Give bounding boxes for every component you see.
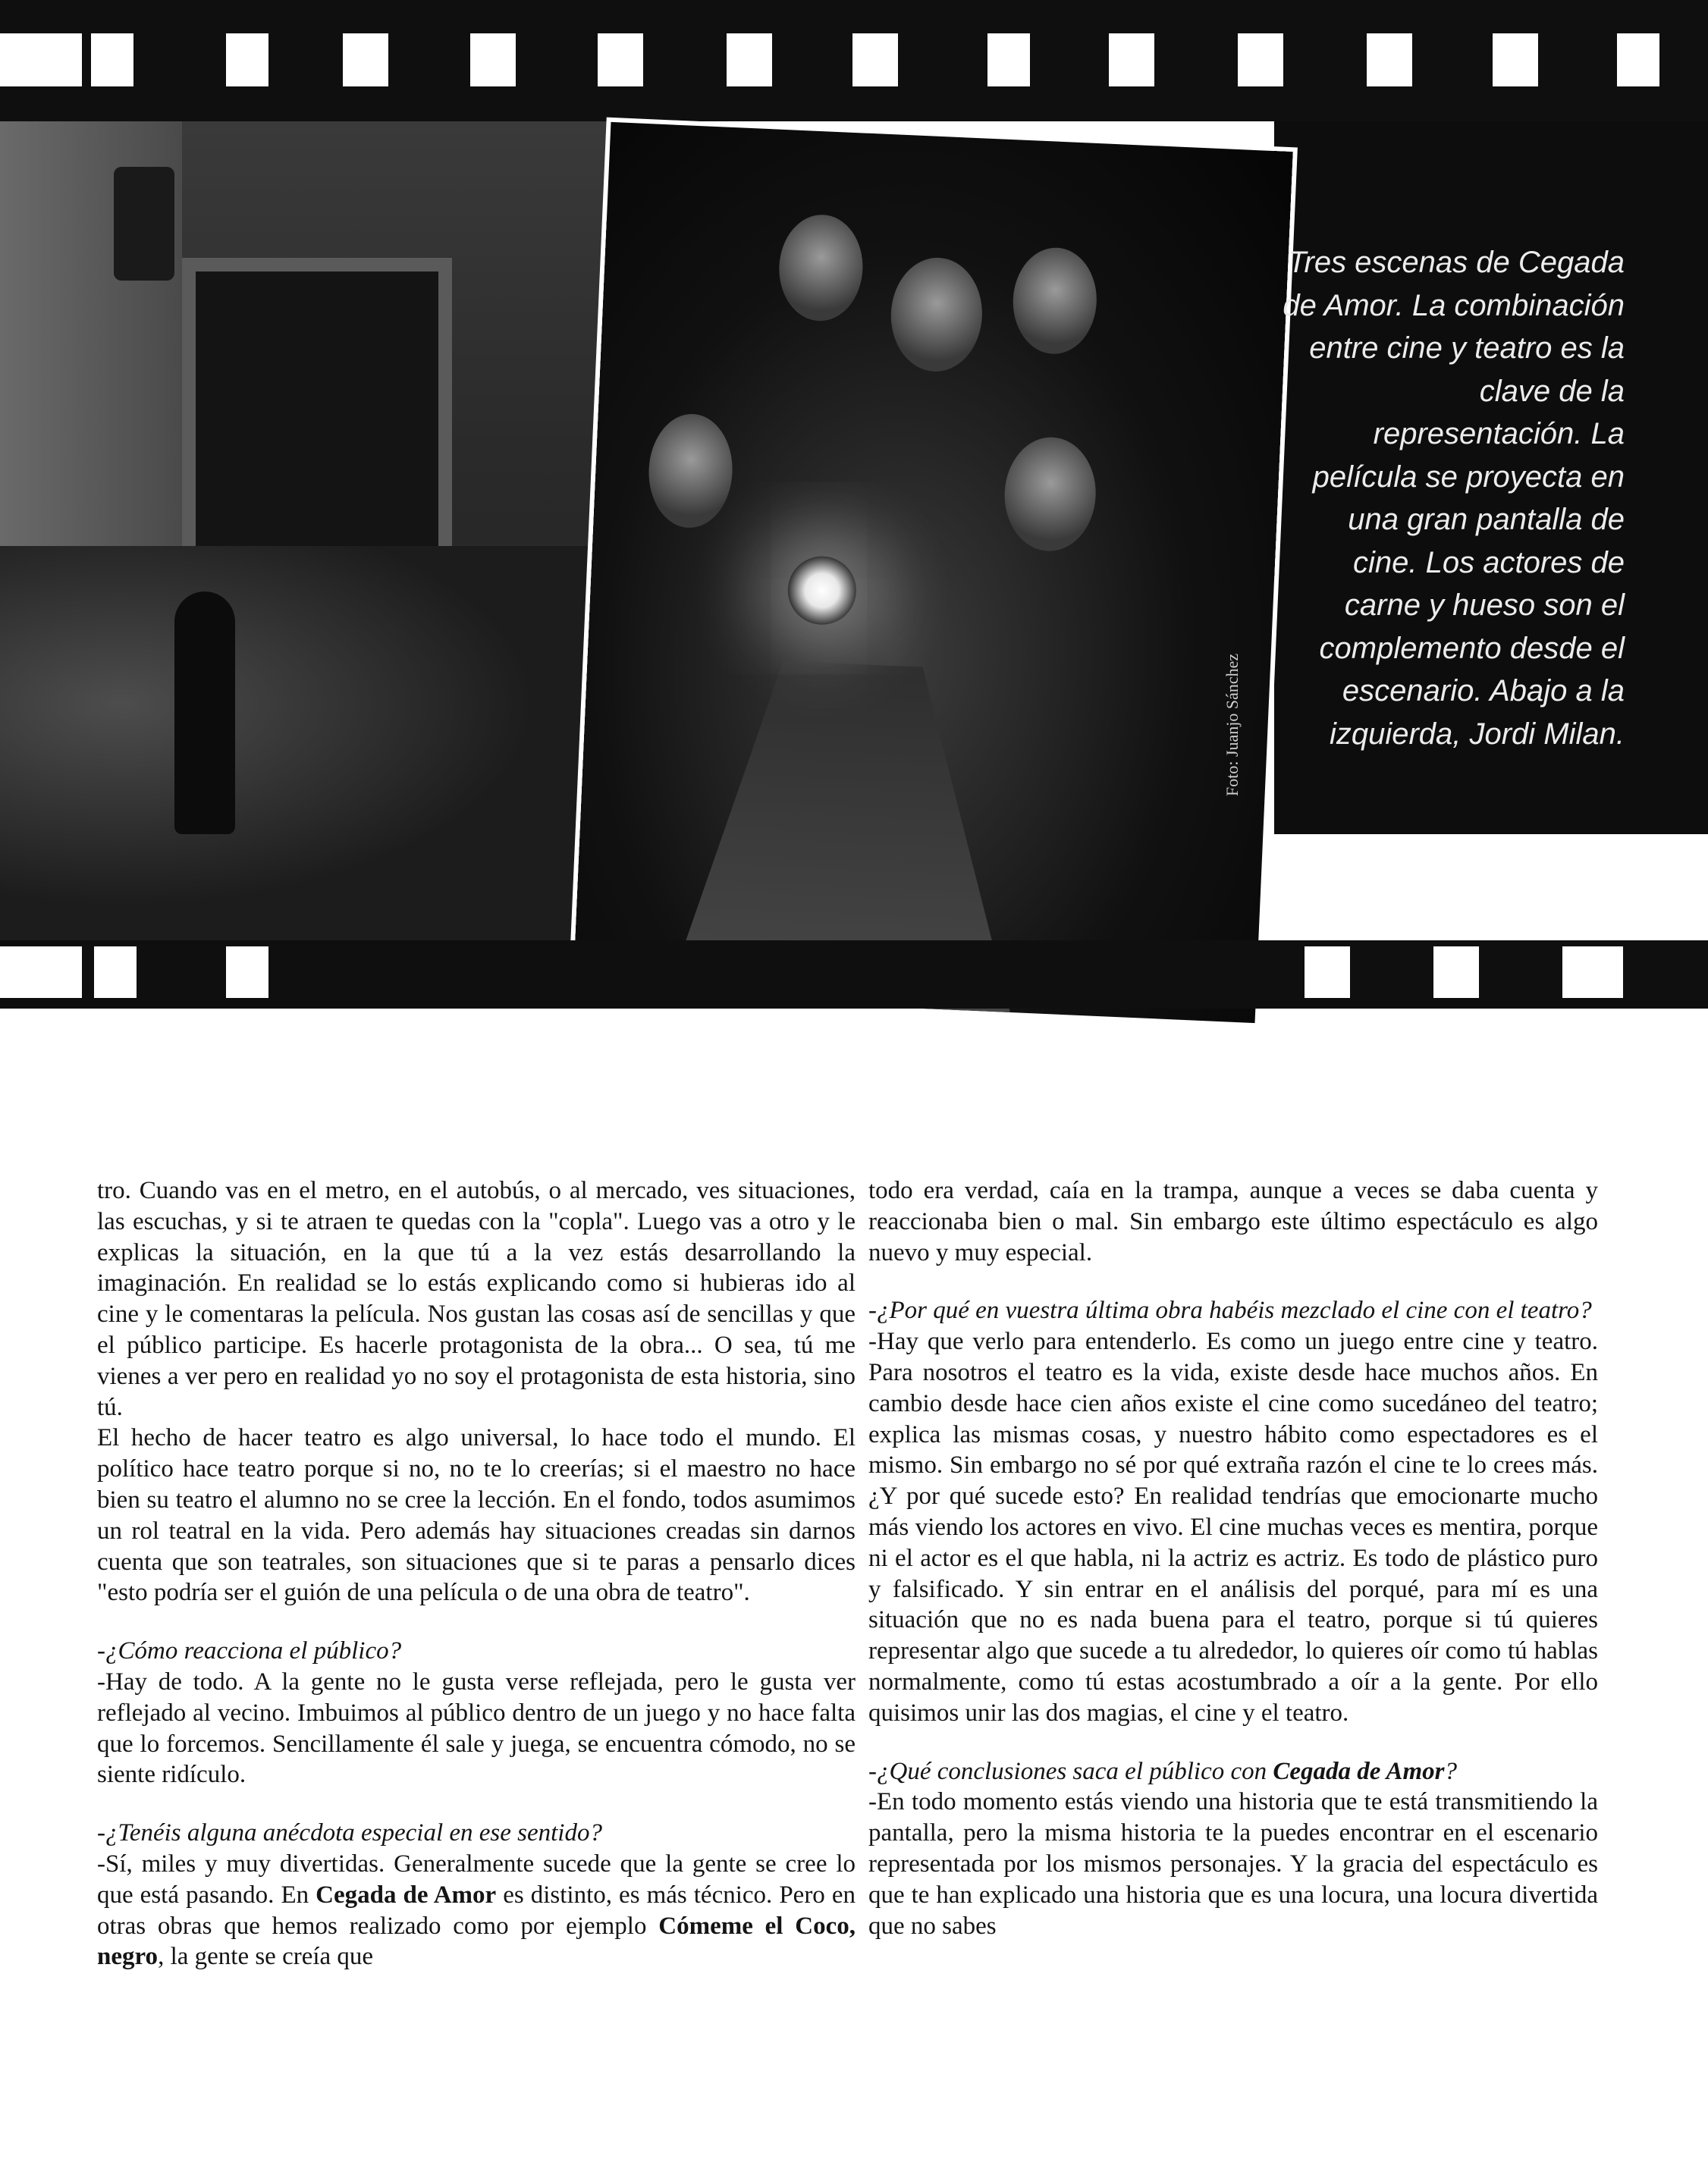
sprocket-hole — [1367, 33, 1412, 86]
interview-question: -¿Tenéis alguna anécdota especial en ese sentido? — [97, 1819, 602, 1847]
photo-wall-phone — [114, 167, 174, 281]
sprocket-hole — [1562, 946, 1623, 998]
show-title: Cegada de Amor — [316, 1881, 497, 1909]
sprocket-hole — [0, 946, 82, 998]
sprocket-hole — [727, 33, 772, 86]
photo-face — [1002, 435, 1097, 553]
sprocket-hole — [1617, 33, 1659, 86]
sprocket-hole — [1305, 946, 1350, 998]
answer-text: , la gente se creía que — [158, 1943, 374, 1971]
film-strip-top — [0, 0, 1708, 121]
sprocket-hole — [0, 33, 82, 86]
paragraph: todo era verdad, caía en la trampa, aunque a veces se daba cuenta y reaccionaba bien o mal. Sin embargo este último espectáculo es algo nuevo y muy especial. — [868, 1177, 1598, 1266]
paragraph: El hecho de hacer teatro es algo universal, lo hace todo el mundo. El político hace teatro porque si no, no te lo creerías; si el maestro no hace bien su teatro el alumno no se cree la lección. En el fondo, todos asumimos un rol teatral en la vida. Pero además hay situaciones creadas sin darnos cuenta que son teatrales, son situaciones que si te paras a pensarlo dices "esto podría ser el guión de una película o de una obra de teatro". — [97, 1424, 856, 1607]
paragraph: tro. Cuando vas en el metro, en el autobús, o al mercado, ves situaciones, las escuchas, y si te atraen te quedas con la "copla". Luego vas a otro y le explicas la situación, en la que tú a la vez estás desarrollando la imaginación. En realidad se lo estás explicando como si hubieras ido al cine y le comentaras la película. Nos gustan las cosas así de sencillas y que el público participe. Es hacerle protagonista de la obra... O sea, tú me vienes a ver pero en realidad yo no soy el protagonista de esta historia, sino tú. — [97, 1177, 856, 1421]
interview-answer: -En todo momento estás viendo una historia que te está transmitiendo la pantalla, pero la misma historia te la puedes encontrar en el escenario representada por los mismos personajes. Y la gracia del espectáculo es que te han explicado una historia que es una locura, una locura divertida que no sabes — [868, 1788, 1598, 1940]
article-column-right — [868, 1175, 1598, 1941]
film-strip-band — [0, 0, 1708, 1009]
sprocket-hole — [1493, 33, 1538, 86]
photo-credit: Foto: Juanjo Sánchez — [1223, 653, 1242, 796]
article-column-left — [97, 1175, 856, 1972]
photo-face — [1011, 246, 1099, 356]
show-title: Cómeme el Coco, negro — [97, 1912, 856, 1971]
photo-face — [889, 256, 984, 373]
show-title: Cegada de Amor — [1273, 1757, 1445, 1785]
photo-audience — [0, 546, 607, 940]
sprocket-hole — [598, 33, 643, 86]
question-text: -¿Qué conclusiones saca el público con — [868, 1757, 1273, 1785]
interview-answer: -Hay de todo. A la gente no le gusta verse reflejada, pero le gusta ver reflejado al vecino. Imbuimos al público dentro de un juego y no hace falta que lo forcemos. Sencillamente él sale y juega, se encuentra cómodo, no se siente ridículo. — [97, 1668, 856, 1789]
sprocket-hole — [470, 33, 516, 86]
interview-answer — [97, 1849, 856, 1972]
sprocket-hole — [1109, 33, 1154, 86]
photo-caption: Tres escenas de Cegada de Amor. La combinación entre cine y teatro es la clave de la representación. La película se proyecta en una gran pantalla de cine. Los actores de carne y hueso son el complemento desde el escenario. Abajo a la izquierda, Jordi Milan. — [1283, 246, 1625, 751]
photo-actor-figure — [174, 592, 235, 834]
question-text: ? — [1444, 1757, 1457, 1785]
answer-text: -Sí, miles y muy divertidas. Generalmente sucede que la gente se cree lo que está pasando. En — [97, 1850, 856, 1909]
photo-face — [646, 413, 734, 530]
photo-face — [777, 213, 865, 323]
interview-question: -¿Cómo reacciona el público? — [97, 1637, 402, 1665]
photo-stage-scene — [0, 121, 607, 940]
photo-cast-group — [573, 122, 1292, 1023]
sprocket-hole — [1433, 946, 1479, 998]
sprocket-hole — [987, 33, 1030, 86]
answer-text: es distinto, es más técnico. Pero en otras obras que hemos realizado como por ejemplo — [97, 1881, 856, 1940]
interview-question: -¿Por qué en vuestra última obra habéis mezclado el cine con el teatro? — [868, 1297, 1592, 1325]
interview-answer: -Hay que verlo para entenderlo. Es como un juego entre cine y teatro. Para nosotros el teatro es la vida, existe desde hace muchos años. En cambio desde hace cien años existe el cine como sucedáneo del teatro; explica las mismas cosas, y nuestro hábito como espectadores es el mismo. Sin embargo no sé por qué extraña razón el cine te lo crees más. ¿Y por qué sucede esto? En realidad tendrías que emocionarte mucho más viendo los actores en vivo. El cine muchas veces es mentira, porque ni el actor es el que habla, ni la actriz es actriz. Es todo de plástico puro y falsificado. Y sin entrar en el análisis del porqué, para mí es una situación que no es nada buena para el teatro, porque si tú quieres representar algo que sucede a tu alrededor, lo quieres oír como tú hablas normalmente, como tú estas acostumbrado a oír a la gente. Por ello quisimos unir las dos magias, el cine y el teatro. — [868, 1328, 1598, 1727]
sprocket-hole — [1238, 33, 1283, 86]
sprocket-hole — [226, 33, 268, 86]
sprocket-hole — [226, 946, 268, 998]
sprocket-hole — [343, 33, 388, 86]
film-strip-bottom — [0, 940, 1708, 1009]
sprocket-hole — [91, 33, 133, 86]
interview-question — [868, 1756, 1598, 1787]
photo-stage-light — [786, 555, 858, 626]
sprocket-hole — [94, 946, 137, 998]
sprocket-hole — [852, 33, 898, 86]
